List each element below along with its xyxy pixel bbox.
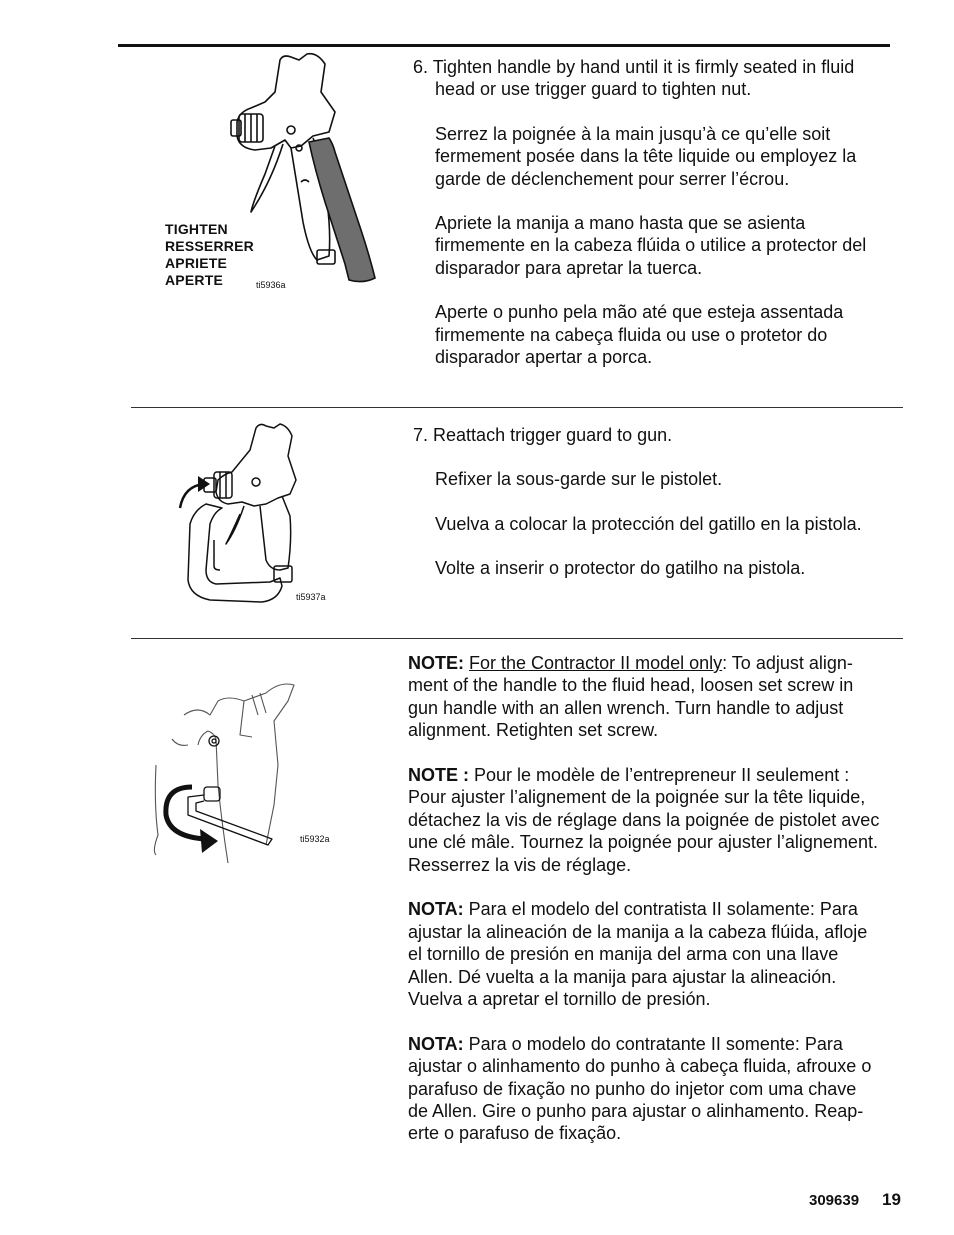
- text-line: de Allen. Gire o punho para ajustar o alinhamento. Reap-: [408, 1101, 864, 1122]
- step-6-portuguese: [413, 301, 903, 368]
- figure-id: ti5937a: [296, 592, 326, 602]
- page-number: 19: [882, 1190, 901, 1209]
- note-english: [408, 652, 904, 742]
- top-rule: [118, 44, 890, 47]
- text-line: Pour le modèle de l’entrepreneur II seulement :: [469, 765, 850, 786]
- aperte-label: APERTE: [165, 272, 223, 288]
- text-line: Tighten handle by hand until it is firmly seated in fluid: [432, 57, 855, 77]
- section-divider: [131, 407, 903, 408]
- text-line: head or use trigger guard to tighten nut.: [435, 79, 752, 100]
- text-line: Reattach trigger guard to gun.: [433, 425, 673, 445]
- step-7-french: Refixer la sous-garde sur le pistolet.: [435, 469, 723, 490]
- text-line: parafuso de fixação no punho do injetor com uma chave: [408, 1078, 857, 1099]
- notes-text: [408, 652, 904, 1167]
- text-line: firmemente na cabeça fluida ou use o protetor do: [435, 324, 828, 345]
- step-7-spanish: Vuelva a colocar la protección del gatillo en la pistola.: [435, 513, 862, 534]
- text-line: ajustar o alinhamento do punho à cabeça fluida, afrouxe o: [408, 1056, 872, 1077]
- note-label: NOTA:: [408, 899, 464, 920]
- step-7-portuguese: Volte a inserir o protector do gatilho na pistola.: [435, 558, 806, 579]
- text-line: Resserrez la vis de réglage.: [408, 854, 632, 875]
- note-label: NOTA:: [408, 1033, 464, 1054]
- apriete-label: APRIETE: [165, 255, 228, 271]
- step-6-french: [413, 123, 903, 190]
- text-line: ajustar la alineación de la manija a la cabeza flúida, afloje: [408, 921, 868, 942]
- text-line: détachez la vis de réglage dans la poignée de pistolet avec: [408, 809, 880, 830]
- step-7-english: [413, 424, 903, 446]
- text-line: Allen. Dé vuelta a la manija para ajustar la alineación.: [408, 966, 837, 987]
- note-label: NOTE:: [408, 653, 464, 673]
- note-model-restriction: For the Contractor II model only: [469, 653, 723, 673]
- note-french: [408, 764, 904, 876]
- text-line: el tornillo de presión en manija del arma con una llave: [408, 944, 839, 965]
- text-line: gun handle with an allen wrench. Turn handle to adjust: [408, 697, 844, 718]
- text-line: alignment. Retighten set screw.: [408, 720, 659, 741]
- text-line: Serrez la poignée à la main jusqu’à ce qu’elle soit: [435, 123, 831, 144]
- step-6-english: [413, 56, 903, 78]
- step-7-text: [413, 424, 903, 580]
- text-line: firmemente en la cabeza flúida o utilice a protector del: [435, 235, 867, 256]
- tighten-label: TIGHTEN: [165, 221, 228, 237]
- text-line: fermement posée dans la tête liquide ou employez la: [435, 146, 857, 167]
- text-line: : To adjust align-: [722, 653, 853, 673]
- text-line: Para o modelo do contratante II somente: Para: [463, 1033, 843, 1054]
- text-line: Vuelva a apretar el tornillo de presión.: [408, 989, 711, 1010]
- figure-id: ti5932a: [300, 834, 330, 844]
- text-line: ment of the handle to the fluid head, loosen set screw in: [408, 675, 854, 696]
- text-line: disparador para apretar la tuerca.: [435, 257, 703, 278]
- step-6-text: [413, 56, 903, 368]
- figure-id: ti5936a: [256, 280, 286, 290]
- step-number: 6.: [413, 57, 429, 77]
- reattach-guard-illustration: [170, 420, 320, 610]
- text-line: Pour ajuster l’alignement de la poignée sur la tête liquide,: [408, 787, 866, 808]
- text-line: Aperte o punho pela mão até que esteja assentada: [435, 302, 844, 323]
- text-line: disparador apertar a porca.: [435, 347, 653, 368]
- note-portuguese: [408, 1033, 904, 1145]
- resserrer-label: RESSERRER: [165, 238, 254, 254]
- figure-callout-labels: [165, 221, 254, 289]
- note-label: NOTE :: [408, 765, 469, 786]
- text-line: Apriete la manija a mano hasta que se asienta: [435, 213, 806, 234]
- note-spanish: [408, 898, 904, 1010]
- text-line: Para el modelo del contratista II solamente: Para: [463, 899, 858, 920]
- text-line: erte o parafuso de fixação.: [408, 1123, 622, 1144]
- text-line: garde de déclenchement pour serrer l’écrou.: [435, 168, 790, 189]
- step-number: 7.: [413, 425, 429, 445]
- allen-wrench-adjust-illustration: [148, 675, 318, 875]
- text-line: une clé mâle. Tournez la poignée pour ajuster l’alignement.: [408, 832, 878, 853]
- step-6-spanish: [413, 212, 903, 279]
- document-number: 309639: [809, 1192, 860, 1209]
- section-divider: [131, 638, 903, 639]
